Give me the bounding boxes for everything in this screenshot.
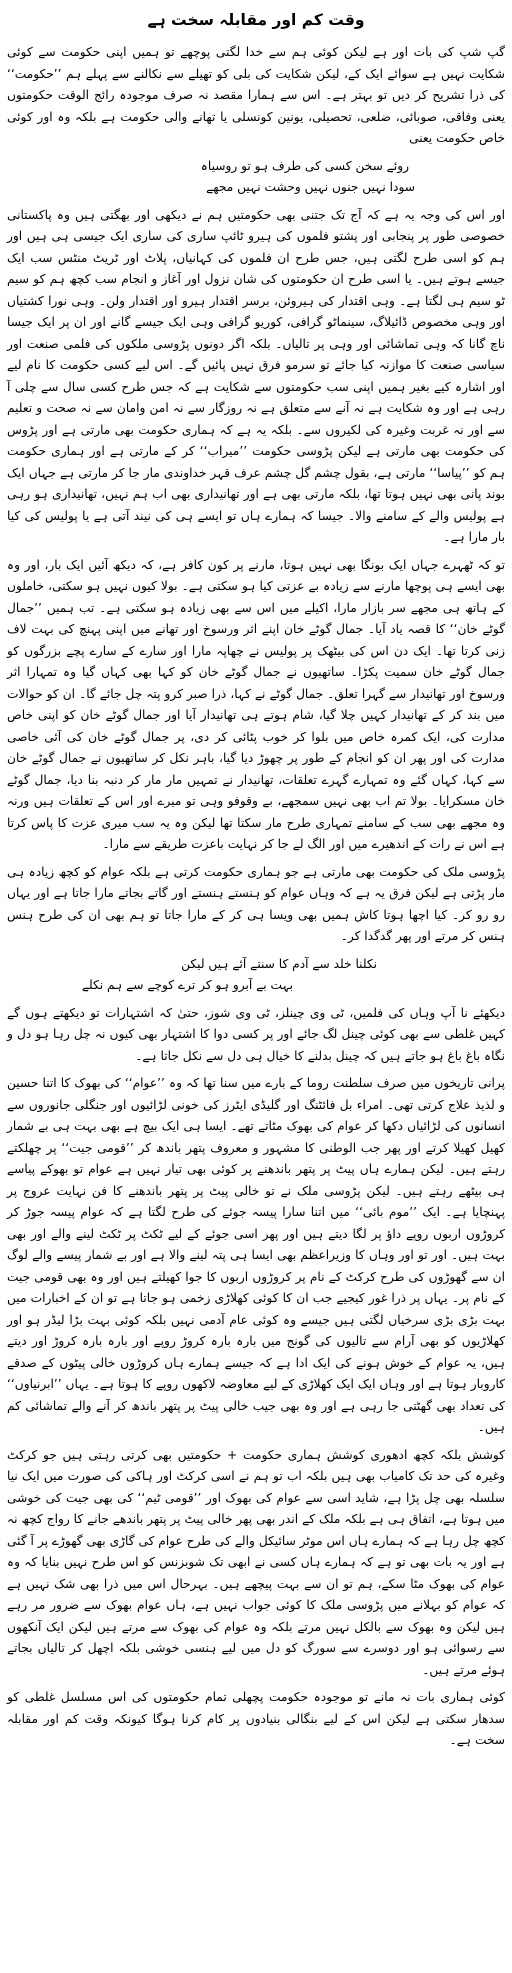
article-paragraph: پرانی تاریخوں میں صرف سلطنت روما کے بارے میں سنا تھا کہ وہ ’’عوام‘‘ کی بھوک کا اتنا حسین و لذیذ علاج کرتی تھی۔ امراء بل فائٹنگ اور گلیڈی ایٹرز کی خونی لڑائیوں اور جنگلی جانوروں سے انسانوں کی لڑائیاں دکھا کر عوام کی بھوک مٹاتے تھے۔ ایسا ہی ایک بیچ ہے بھی بہت ہی بے شمار کھیل کھیلا کرتے اور پھر جب الوطنی کا مشہور و معروف پتھر باندھ کر ’’قومی جیت‘‘ پر چھلکتے رہتے ہیں۔ لیکن ہمارے ہاں پیٹ پر پتھر باندھنے پر کوئی بھی تیار نہیں ہے عوام تو بھوکے پیاسے ہی بیٹھے رہتے ہیں۔ لیکن پڑوسی ملک نے تو خالی پیٹ پر پتھر باندھنے کا فن نہایت عروج پر پہنچایا ہے۔ ایک ’’موم بائی‘‘ میں اتنا سارا پیسہ جوئے کی طرح لگتا ہے کہ عوام پیسہ جوڑ کر کروڑوں اربوں روپے داؤ پر لگا دیتے ہیں اور پھر اسی جوئے کے لیے ٹکٹ پر ٹکٹ لینے والے اور بھی بہت ہیں۔ اور تو اور وہاں کا وزیراعظم بھی ایسا ہی پتہ لینے والا ہے اور بے شمار پیسے والے لوگ ان سے گھوڑوں کی طرح کرکٹ کے نام پر کروڑوں اربوں کا جوا کھیلتے ہیں اور وہ بھی قومی جیت کے نام پر۔ یہاں پر ذرا غور کیجیے جب ان کا کوئی کھلاڑی زخمی ہو جاتا ہے تو ان کے اخبارات میں بہت بڑی بڑی سرخیاں لگتی ہیں جیسے وہ کوئی عام آدمی نہیں بلکہ کوئی بہت بڑا لیڈر ہو اور کھلاڑیوں کو بھی آرام سے تالیوں کی گونج میں بارہ بارہ کروڑ روپے اور بارہ بارہ کروڑ اور دیتے ہیں، یہ عوام کے خوش ہونے کی ایک ادا ہے کہ جیسے ہمارے ہاں کروڑوں خالی پیٹوں کے صدقے کاروبار ہوتا ہے اور وہاں ایک ایک کھلاڑی کے لیے معاوضہ لاکھوں روپے کا ہوتا ہے۔ یہاں ’’ابرنیاوں‘‘ کی تعداد بھی گھٹتی جا رہی ہے اور وہ بھی جیب خالی پیٹ پر پتھر باندھ کر آنے والے تماشائی کم ہیں۔ (7, 1076, 505, 1434)
verse-couplet (7, 954, 505, 997)
verse-line: روئے سخن کسی کی طرف ہو تو روسیاہ (200, 158, 409, 173)
article-paragraph: دیکھئے نا آپ وہاں کی فلمیں، ٹی وی چینلز، ٹی وی شوز، حتیٰ کہ اشتہارات تو دیکھتے ہوں گے کہیں غلطی سے بھی کوئی چینل لگ جائے اور پر کسی دوا کا اشتہار بھی کیوں نہ چل رہا ہو دل و نگاہ باغ باغ ہو جاتے ہیں کہ چینل بدلنے کا خیال ہی دل سے نکل جاتا ہے۔ (7, 1005, 505, 1063)
article-paragraph: گپ شپ کی بات اور ہے لیکن کوئی ہم سے خدا لگتی پوچھے تو ہمیں اپنی حکومت سے کوئی شکایت نہیں ہے سوائے ایک کے، لیکن شکایت کی بلی کو تھیلے سے نکالنے سے پہلے ہم ’’حکومت‘‘ کی ذرا تشریح کر دیں تو بہتر ہے۔ اس سے ہمارا مقصد نہ صرف موجودہ رائج الوقت حکومتوں یعنی وفاقی، صوبائی، ضلعی، تحصیلی، یونین کونسلی یا تھانے والی حکومت ہے بلکہ وہ اور کوئی خاص حکومت یعنی (7, 45, 505, 145)
verse-couplet (7, 156, 505, 199)
verse-line: سودا نہیں جنوں نہیں وحشت نہیں مجھے (206, 180, 415, 194)
article-paragraph: کوئی ہماری بات نہ مانے تو موجودہ حکومت پچھلی تمام حکومتوں کی اس مسلسل غلطی کو سدھار سکتی ہے لیکن اس کے لیے بنگالی بنیادوں پر کام کرنا ہوگا کیونکہ وقت کم اور مقابلہ سخت ہے۔ (7, 1690, 505, 1747)
verse-line: نکلنا خلد سے آدم کا سنتے آئے ہیں لیکن (181, 956, 377, 971)
article-paragraph: کوشش بلکہ کچھ ادھوری کوشش ہماری حکومت + حکومتیں بھی کرتی رہتی ہیں جو کرکٹ وغیرہ کی حد تک کامیاب بھی ہیں بلکہ اب تو ہم نے اسی کرکٹ اور ہاکی کی صورت میں ایک نیا سلسلہ بھی چل پڑا ہے، شاید اسی سے عوام کی بھوک اور ’’قومی ٹیم‘‘ کی بھی جیت کی خوشی میں ہوتا ہے، اتفاق ہی ہے بلکہ ملک کے اندر بھی پھر خالی پیٹ پر پتھر باندھے جانے کا رواج کچھ نہ کچھ چل رہا ہے کہ ہمارے ہاں اس موٹر سائیکل والے کی طرح عوام کی گاڑی بھی گھوڑے پر آ گئی ہے اور یہ بات بھی تو ہے کہ ہمارے ہاں کسی نے ابھی تک شوبزنس کو اس طرح نہیں بنایا کہ وہ عوام کی بھوک مٹا سکے، ہم تو ان سے بہت پیچھے ہیں۔ بہرحال اس میں ذرا بھی شک نہیں ہے کہ عوام کو بہلانے میں پڑوسی ملک کا کوئی جواب نہیں ہے، ہاں عوام بھوک سے ضرور مر رہے ہیں لیکن وہ بھوک سے بالکل نہیں مرتے بلکہ وہ عوام کی بھوک سے مرتے ہیں لیکن ایک آنکھوں سے رسوائی ہو اور دوسرے سے سورگ کو دل میں لیے ہنسی خوشی بلکہ اچھل کر تالیاں بجاتے ہوئے مرتے ہیں۔ (7, 1447, 505, 1677)
article-paragraph: اور اس کی وجہ یہ ہے کہ آج تک جتنی بھی حکومتیں ہم نے دیکھی اور بھگتی ہیں وہ پاکستانی خصوصی طور پر پنجابی اور پشتو فلموں کی ہیرو ٹائپ ساری کی ساری ایک جیسی ہی ہیں اور ہم کو اسی طرح لگتی ہیں، جس طرح ان فلموں کی کہانیاں، پلاٹ اور ٹریٹ منٹس سب ایک جیسے ہوتے ہیں۔ یا اسی طرح ان حکومتوں کی شان نزول اور آغاز و انجام سب کچھ ہم کو سیم ٹو سیم ہی لگتا ہے۔ وہی اقتدار کی ہیروئن، برسر اقتدار ہیرو اور اقتدار ولن۔ وہی نورا کشتیاں اور وہی مخصوص ڈائیلاگ، سینماٹو گرافی، کوریو گرافی وہی ایک جیسے گانے اور ان پر ایک جیسا ناچ گانا کہ وہی تماشائی اور وہی پر تالیاں۔ بلکہ اگر دونوں پڑوسی ملکوں کی فلمی صنعت اور سیاسی صنعت کا موازنہ کیا جائے تو سرمو فرق نہیں پائیں گے۔ اس لیے کسی حکومت کا نام لیے اور اشارہ کیے بغیر ہمیں اپنی سب حکومتوں سے شکایت ہے کہ جس طرح کسی سال سے چلی آ رہی ہے اور وہ شکایت ہے نہ آنے سے متعلق ہے نہ روزگار سے نہ امن وامان سے نہ صحت و تعلیم سے اور نہ غربت وغیرہ کی لکیروں سے۔ بلکہ یہ ہے کہ ہماری حکومت بھی مارتی ہے اور پڑوس کی حکومت بھی مارتی ہے لیکن پڑوسی حکومت ’’میراب‘‘ کر کے مارتی ہے اور ہماری حکومت ہم کو ’’پیاسا‘‘ مارتی ہے، بقول چشم گل چشم عرف قہر خداوندی مار جا کر مارتی ہے جہاں ایک بوند پانی بھی نہیں ہوتا تھا، بلکہ مارتی بھی ہے اور تھانیداری بھی اب ہم نہیں، تھانیداری ہو رہی ہے پولیس والے کے سامنے والا۔ جیسا کہ ہمارے ہاں تو ایسے ہی کی نیند آتی ہے یا پولیس کی کیا بار مارا ہے۔ (7, 207, 505, 544)
article-title: وقت کم اور مقابلہ سخت ہے (147, 11, 365, 29)
article-paragraph: پڑوسی ملک کی حکومت بھی مارتی ہے جو ہماری حکومت کرتی ہے بلکہ عوام کو کچھ زیادہ ہی مار پڑتی ہے لیکن فرق یہ ہے کہ وہاں عوام کو ہنستے ہنستے اور گاتے بجاتے مارا جاتا ہے اور یہاں رو رو کر۔ کیا اچھا ہوتا کاش ہمیں بھی ویسا ہی کر کے مارا جاتا تو ہم بھی ان کی طرح ہنس ہنس کر مرتے اور پھر گدگدا کر۔ (7, 864, 505, 943)
article-paragraph: تو کہ ٹھہرے جہاں ایک بونگا بھی نہیں ہوتا، مارنے پر کون کافر ہے، کہ دیکھ آئیں ایک بار، اور وہ بھی ایسے ہی پوچھا مارنے سے زیادہ بے عزتی کیا ہو سکتی ہے۔ بولا کیوں نہیں ہو سکتی، خاملوں کے ہاتھ ہی مجھے سر بازار مارا، اکیلے میں اس سے بھی زیادہ ہو سکتی ہے۔ تب ہمیں ’’جمال گوٹے خان‘‘ کا قصہ یاد آیا۔ جمال گوٹے خان اپنے اثر ورسوخ اور تھانے میں اپنی پہنچ کی بہت لاف زنی کرتا تھا۔ ایک دن اس کی بیٹھک پر پولیس نے چھاپہ مارا اور سارے کے سارے پچے بزرگوں کو جمال گوٹے خان سمیت پکڑا۔ ساتھیوں نے جمال گوٹے خان کو کہا بھی کہاں گیا وہ تمہارا اثر ورسوخ اور تھانیدار سے گہرا تعلق۔ جمال گوٹے نے کہا، ذرا صبر کرو پتہ چل جائے گا۔ ان کو حوالات میں بند کر کے تھانیدار کہیں چلا گیا، شام ہوتے ہی تھانیدار آیا اور جمال گوٹے خان کو اپنی خاص مدارت کی، ایک کمرہ خاص میں بلوا کر خوب پٹائی کر دی، پر جمال گوٹے خان کی آئی خاصی مدارت کی اور پھر ان کو انجام کے طور پر چھوڑ دیا گیا، باہر نکل کر ساتھیوں نے جمال گوٹے خان سے کہا، کہاں گئے وہ تمہارے گہرے تعلقات، تھانیدار نے تمہیں مار مار کر دنبہ بنا دیا، جمال گوٹے خان مسکرایا۔ بولا تم اب بھی نہیں سمجھے، بے وقوفو وہی تو میرے اور اس کے تعلقات ہیں ورنہ وہ مجھے بھی سب کے سامنے تمہاری طرح مار سکتا تھا لیکن وہ یہ سب میری عزت کا پاس کرتا ہے اس نے رات کے اندھیرے میں اور الگ لے جا کر نہایت باعزت طریقے سے مارا۔ (7, 557, 505, 851)
verse-line: بہت بے آبرو ہو کر ترے کوچے سے ہم نکلے (81, 978, 293, 992)
